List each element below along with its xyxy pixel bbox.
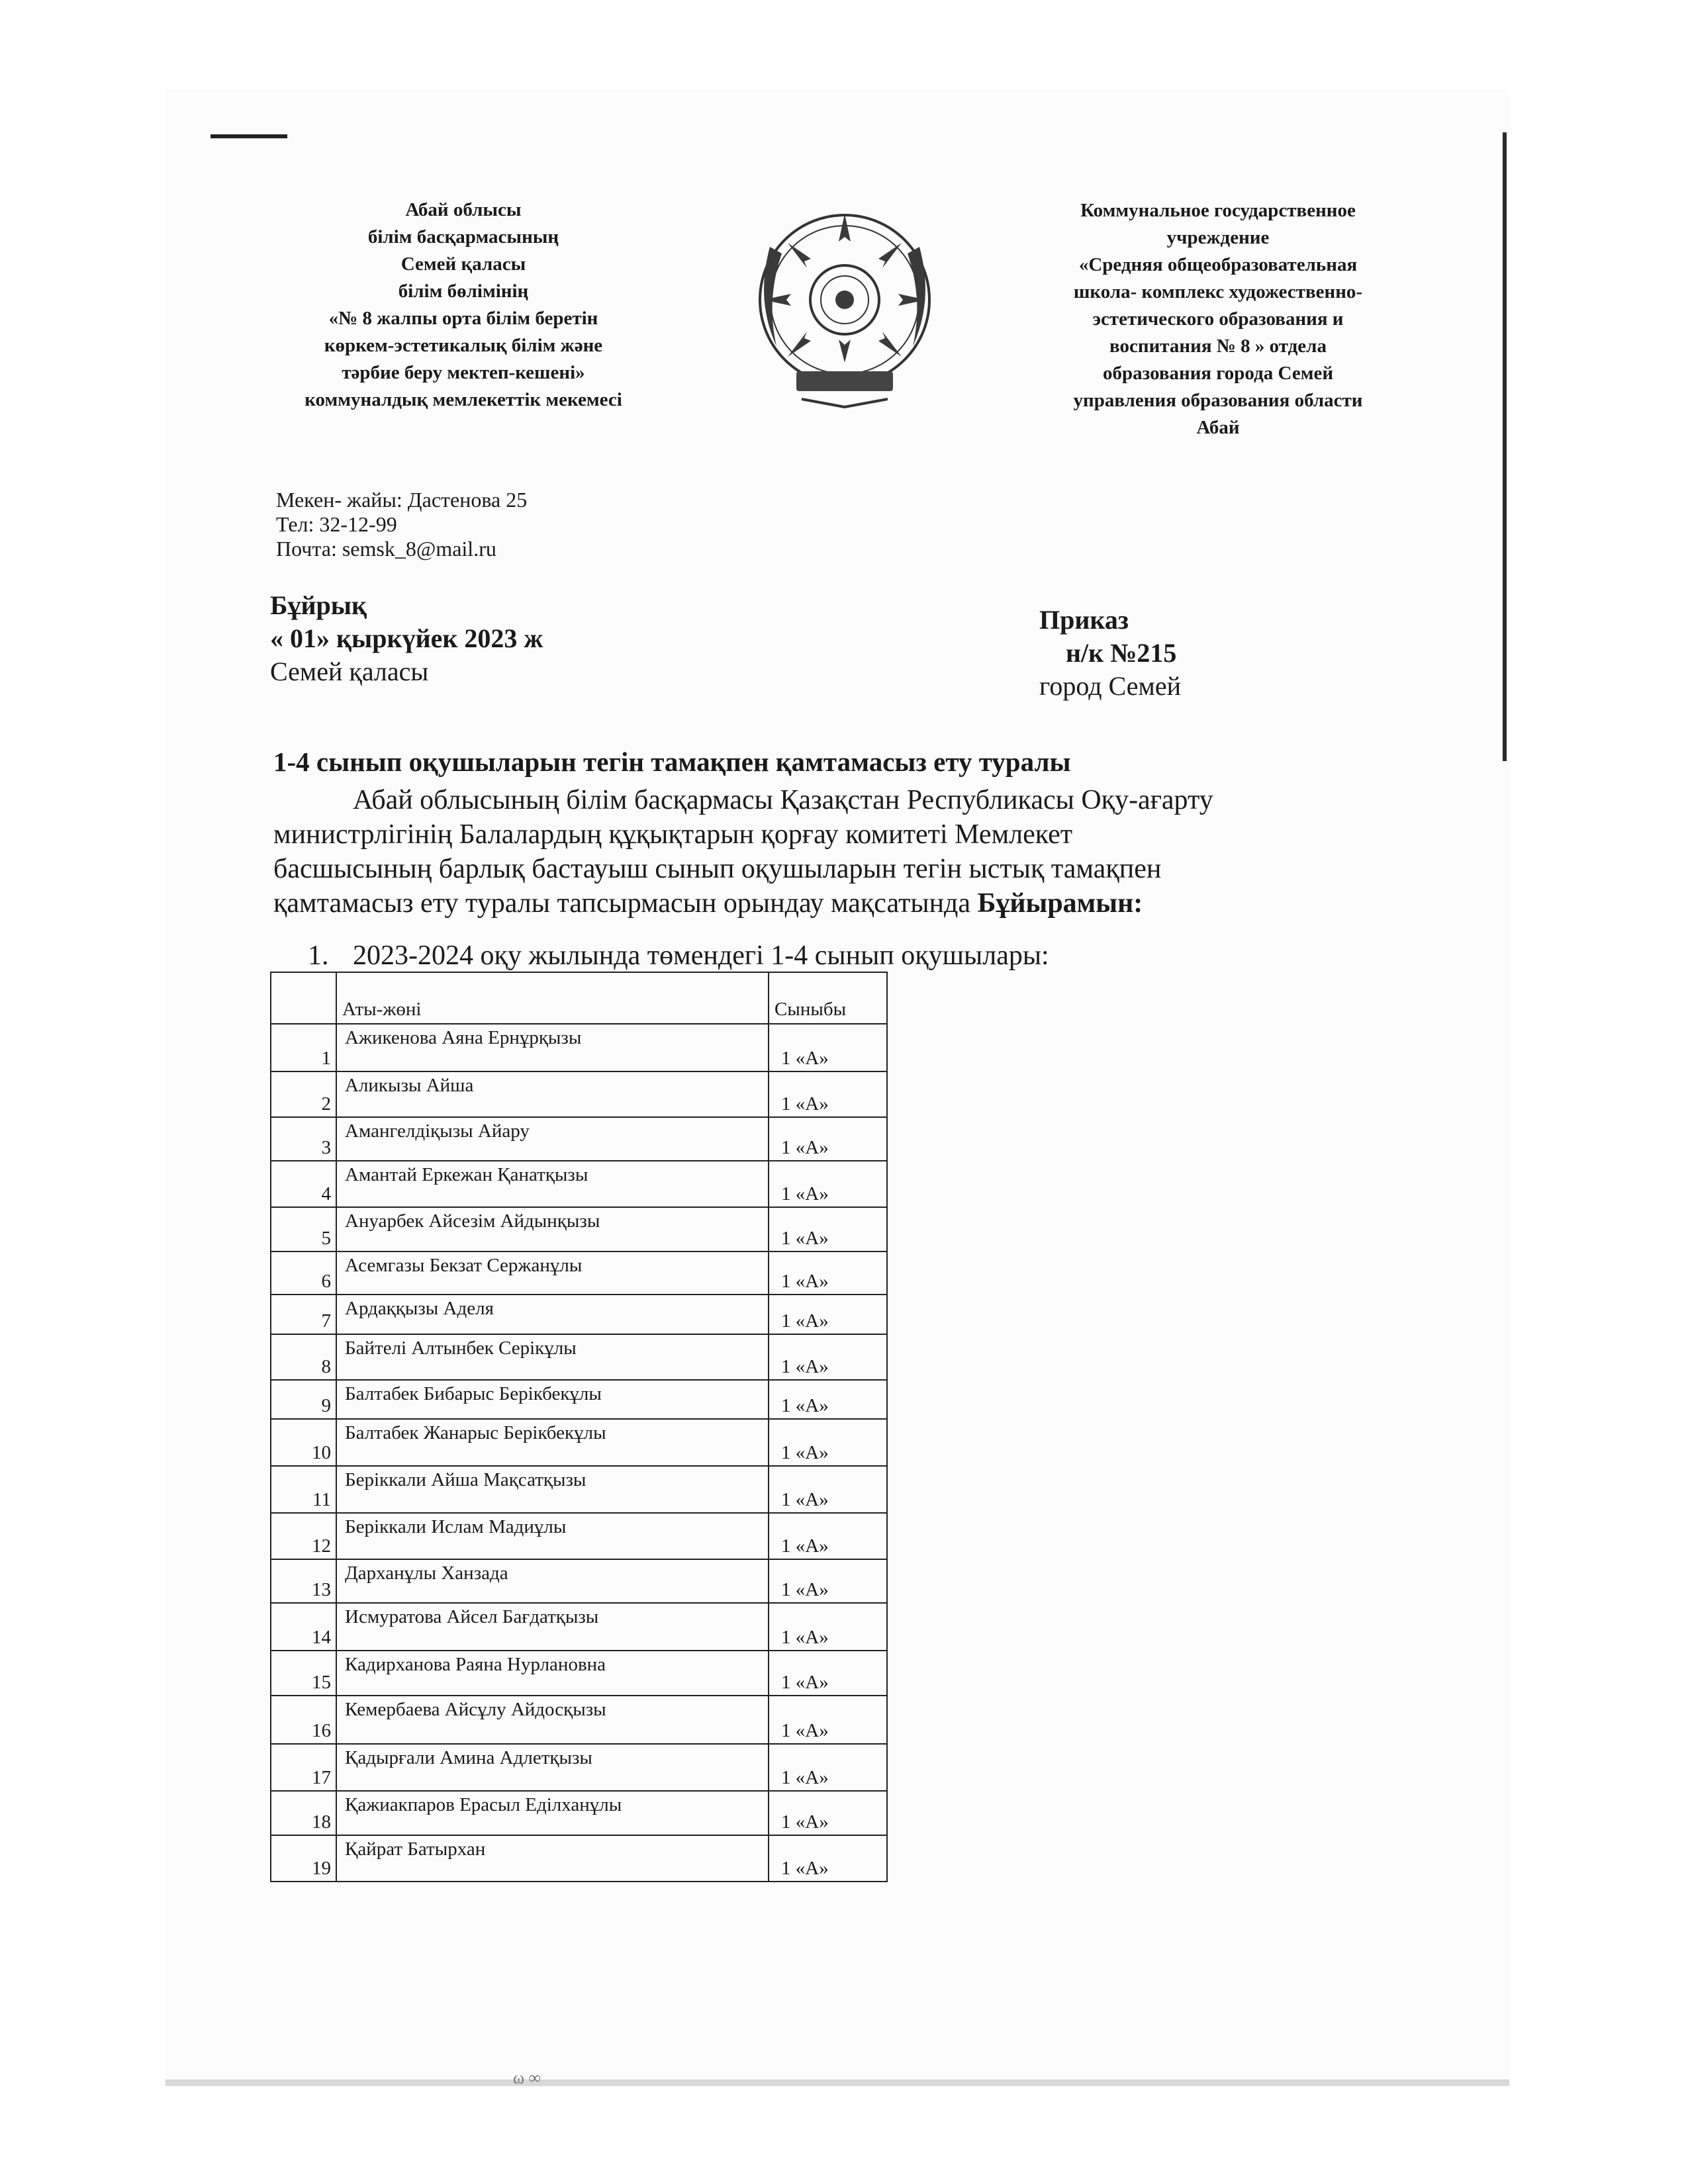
row-number: 17 [271,1744,336,1791]
table-row [271,1603,887,1651]
order-header-kazakh [270,589,543,688]
table-row [271,1744,887,1791]
students-table [270,972,888,1882]
student-class: 1 «А» [769,1696,887,1744]
row-number: 14 [271,1603,336,1651]
student-name-cell [336,1696,769,1744]
table-row [271,1791,887,1835]
student-name-cell [336,1835,769,1882]
order-header-russian [1039,604,1181,703]
table-row [271,1696,887,1744]
student-name: Ануарбек Айсезім Айдынқызы [345,1210,600,1232]
table-row [271,1207,887,1251]
student-name-cell [336,1207,769,1251]
order-item-1: 1. 2023-2024 оқу жылында төмендегі 1-4 сынып оқушылары: [308,940,1049,971]
student-name: Ажикенова Аяна Ернұрқызы [345,1027,582,1048]
student-class: 1 «А» [769,1251,887,1295]
table-row [271,1466,887,1513]
scan-edge [1503,132,1507,761]
table-row [271,1334,887,1380]
order-city: Семей қаласы [270,657,429,686]
order-city-ru: город Семей [1039,671,1182,701]
row-number: 6 [271,1251,336,1295]
row-number: 11 [271,1466,336,1513]
header-name: Аты-жөні [336,972,769,1024]
row-number: 19 [271,1835,336,1882]
row-number: 18 [271,1791,336,1835]
header-class: Сыныбы [769,972,887,1024]
student-name: Амангелдіқызы Айару [345,1120,530,1142]
order-verb: Бұйырамын: [977,888,1143,919]
table-row [271,1295,887,1334]
table-row [271,1024,887,1071]
row-number: 15 [271,1651,336,1696]
student-name-cell [336,1744,769,1791]
student-name-cell [336,1334,769,1380]
student-class: 1 «А» [769,1117,887,1161]
student-name: Қадырғали Амина Адлетқызы [345,1747,592,1768]
table-row [271,1117,887,1161]
row-number: 7 [271,1295,336,1334]
student-name-cell [336,1513,769,1559]
student-class: 1 «А» [769,1334,887,1380]
student-name: Балтабек Бибарыс Берікбекұлы [345,1383,602,1404]
table-row [271,1251,887,1295]
student-name-cell [336,1024,769,1071]
header-right-russian: Коммунальное государственное учреждение «Средняя общеобразовательная школа- комплекс художественно- эстетического образования и воспитания № 8 » отдела образования города Семей управления образования области Абай [1073,200,1363,438]
student-class: 1 «А» [769,1295,887,1334]
table-row [271,1419,887,1466]
scan-edge-bottom [165,2079,1509,2086]
state-emblem-icon [750,201,939,410]
student-class: 1 «А» [769,1380,887,1419]
student-name: Кадирханова Раяна Нурлановна [345,1654,606,1675]
order-number: н/к №215 [1066,638,1177,668]
student-name-cell [336,1559,769,1603]
student-name-cell [336,1295,769,1334]
student-class: 1 «А» [769,1835,887,1882]
header-num [271,972,336,1024]
student-class: 1 «А» [769,1559,887,1603]
student-name: Беріккали Ислам Мадиұлы [345,1516,567,1537]
student-name: Амантай Еркежан Қанатқызы [345,1164,588,1185]
student-name: Қайрат Батырхан [345,1839,486,1860]
student-class: 1 «А» [769,1603,887,1651]
table-header-row [271,972,887,1024]
row-number: 4 [271,1161,336,1207]
student-name: Қажиакпаров Ерасыл Еділханұлы [345,1794,622,1815]
row-number: 10 [271,1419,336,1466]
scan-artifact: ω ∞ [513,2068,541,2087]
student-name-cell [336,1603,769,1651]
table-row [271,1071,887,1117]
student-name-cell [336,1380,769,1419]
student-name-cell [336,1791,769,1835]
table-row [271,1513,887,1559]
student-class: 1 «А» [769,1419,887,1466]
header-left-kazakh: Абай облысы білім басқармасының Семей қаласы білім бөлімінің «№ 8 жалпы орта білім беретін көркем-эстетикалық білім және тәрбие беру мектеп-кешені» коммуналдық мемлекеттік мекемесі [305,199,622,410]
row-number: 3 [271,1117,336,1161]
row-number: 2 [271,1071,336,1117]
order-body: Абай облысының білім басқармасы Қазақстан Республикасы Оқу-ағарту министрлігінің Балалардың құқықтарын қорғау комитеті Мемлекет басшысының барлық бастауыш сынып оқушыларын тегін ыстық тамақпен қамтамасыз ету туралы тапсырмасын орындау мақсатында Бұйырамын: [273,785,1213,919]
order-subject: 1-4 сынып оқушыларын тегін тамақпен қамтамасыз ету туралы [273,747,1071,777]
table-row [271,1835,887,1882]
student-name: Кемербаева Айсұлу Айдосқызы [345,1699,606,1720]
student-name: Ардаққызы Аделя [345,1298,494,1319]
student-class: 1 «А» [769,1513,887,1559]
table-row [271,1380,887,1419]
student-name-cell [336,1651,769,1696]
student-name: Байтелі Алтынбек Серікұлы [345,1338,577,1359]
student-name-cell [336,1419,769,1466]
student-class: 1 «А» [769,1207,887,1251]
student-name-cell [336,1117,769,1161]
order-date: « 01» қыркүйек 2023 ж [270,623,543,653]
contact-block [276,488,527,561]
row-number: 8 [271,1334,336,1380]
student-name-cell [336,1466,769,1513]
student-name: Асемгазы Бекзат Сержанұлы [345,1255,583,1276]
student-class: 1 «А» [769,1466,887,1513]
table-row [271,1559,887,1603]
address: Мекен- жайы: Дастенова 25 [276,488,528,512]
student-class: 1 «А» [769,1024,887,1071]
student-name: Балтабек Жанарыс Берікбекұлы [345,1422,606,1443]
row-number: 5 [271,1207,336,1251]
email: Почта: semsk_8@mail.ru [276,537,496,561]
row-number: 13 [271,1559,336,1603]
student-name: Исмуратова Айсел Бағдатқызы [345,1606,599,1627]
scan-mark [211,134,287,138]
student-class: 1 «А» [769,1071,887,1117]
row-number: 12 [271,1513,336,1559]
student-name: Дарханұлы Ханзада [345,1563,508,1584]
student-name-cell [336,1251,769,1295]
student-class: 1 «А» [769,1791,887,1835]
student-name: Беріккали Айша Мақсатқызы [345,1469,586,1490]
order-title-ru: Приказ [1039,605,1129,635]
table-row [271,1651,887,1696]
student-name: Аликызы Айша [345,1075,474,1096]
student-class: 1 «А» [769,1651,887,1696]
table-row [271,1161,887,1207]
row-number: 9 [271,1380,336,1419]
phone: Тел: 32-12-99 [276,512,397,536]
row-number: 16 [271,1696,336,1744]
order-title: Бұйрық [270,590,367,620]
student-name-cell [336,1071,769,1117]
row-number: 1 [271,1024,336,1071]
student-class: 1 «А» [769,1744,887,1791]
student-name-cell [336,1161,769,1207]
student-class: 1 «А» [769,1161,887,1207]
